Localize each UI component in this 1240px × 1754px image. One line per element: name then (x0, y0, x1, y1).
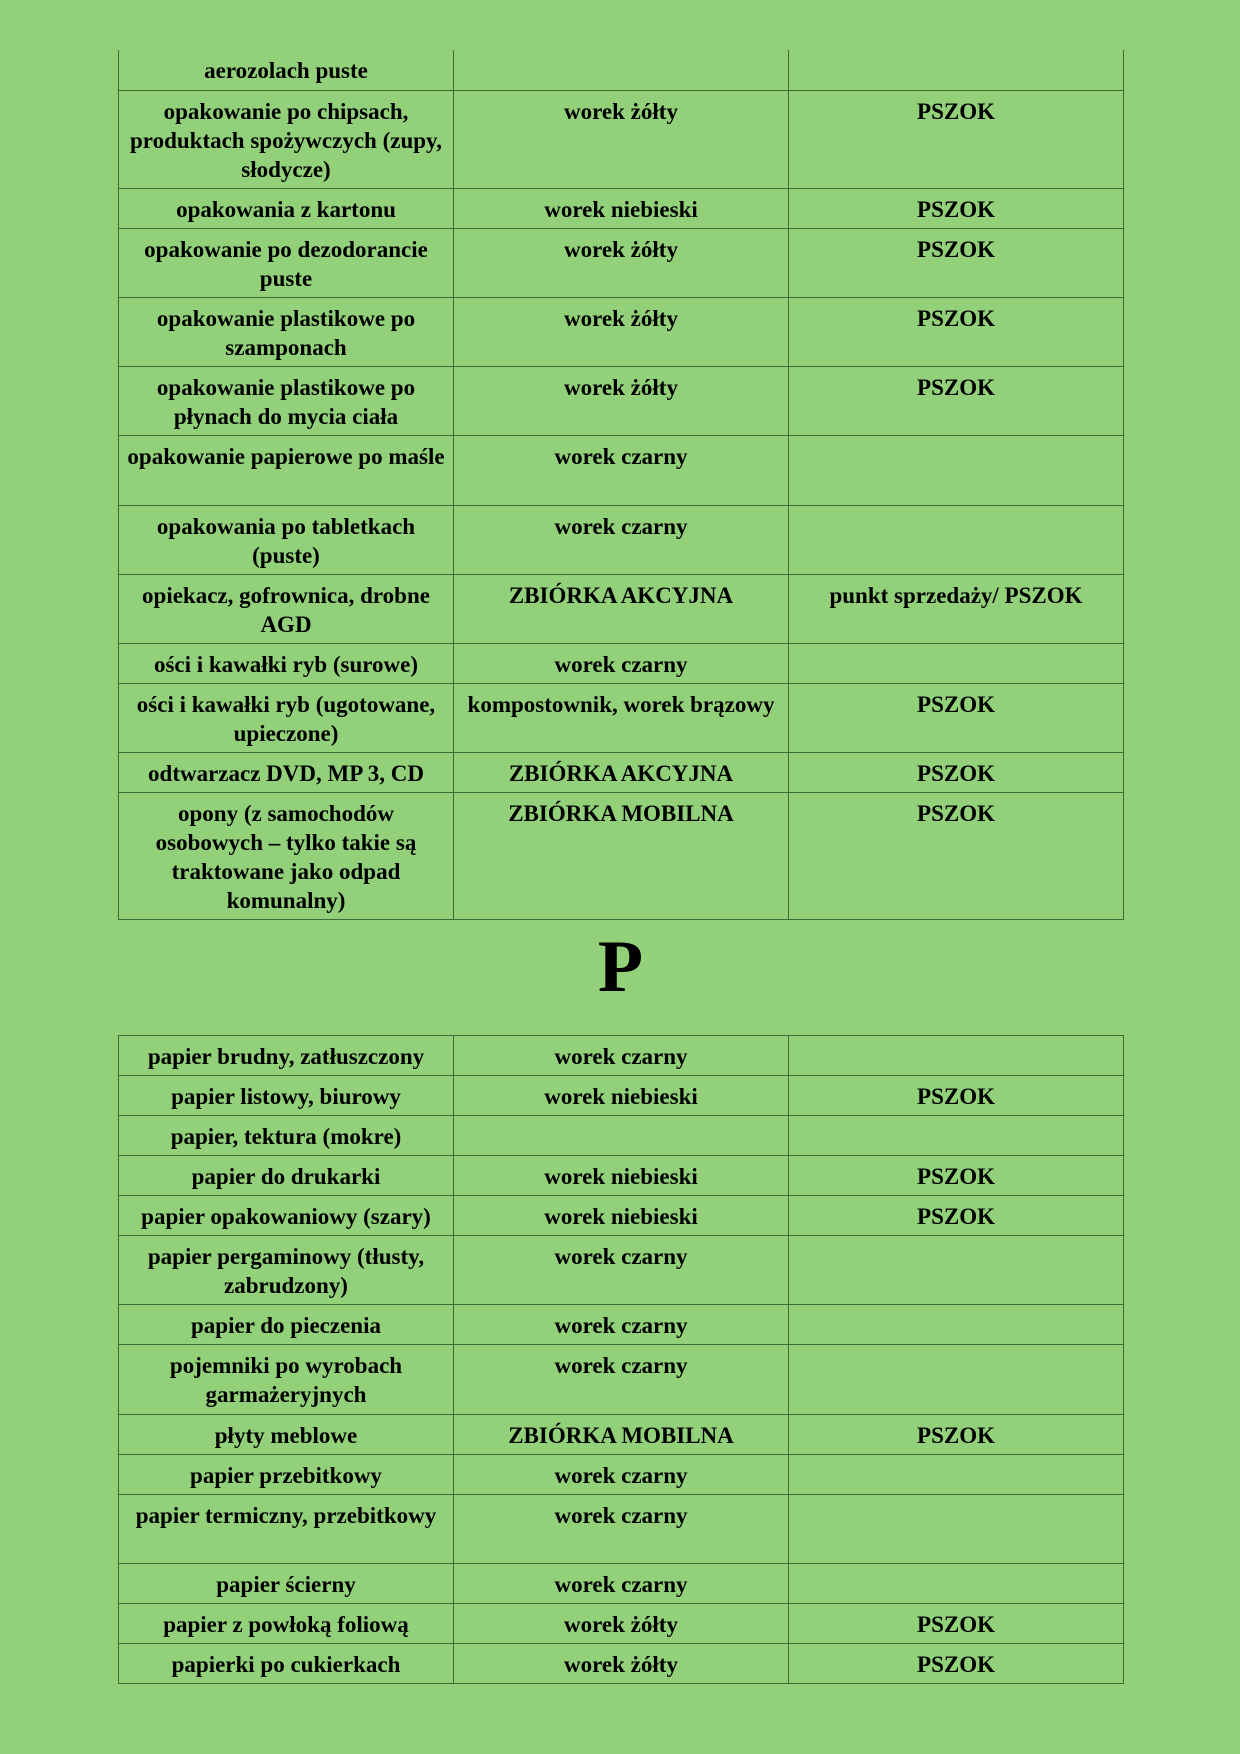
table-row (119, 1195, 1124, 1235)
table-row (119, 188, 1124, 228)
table-row (119, 50, 1124, 90)
item-cell: papier termiczny, przebitkowy (119, 1494, 454, 1563)
bin-cell: worek niebieski (454, 1155, 789, 1195)
table-row (119, 683, 1124, 752)
bin-cell: worek czarny (454, 1344, 789, 1414)
alt-cell: PSZOK (789, 752, 1124, 792)
alt-cell (789, 1304, 1124, 1344)
table-row (119, 752, 1124, 792)
bin-cell (454, 1115, 789, 1155)
bin-cell: worek niebieski (454, 1195, 789, 1235)
item-cell: odtwarzacz DVD, MP 3, CD (119, 752, 454, 792)
bin-cell: kompostownik, worek brązowy (454, 683, 789, 752)
item-cell: papier do drukarki (119, 1155, 454, 1195)
bin-cell: worek czarny (454, 1304, 789, 1344)
bin-cell: worek żółty (454, 1603, 789, 1643)
table-row (119, 1454, 1124, 1494)
item-cell: opakowanie po dezodorancie puste (119, 228, 454, 297)
alt-cell (789, 505, 1124, 574)
item-cell: papier listowy, biurowy (119, 1075, 454, 1115)
item-cell: opony (z samochodów osobowych – tylko takie są traktowane jako odpad komunalny) (119, 792, 454, 919)
alt-cell (789, 1235, 1124, 1304)
item-cell: ości i kawałki ryb (surowe) (119, 643, 454, 683)
bin-cell: worek czarny (454, 1235, 789, 1304)
table-row (119, 1304, 1124, 1344)
table-row (119, 574, 1124, 643)
alt-cell (789, 1115, 1124, 1155)
alt-cell (789, 1454, 1124, 1494)
item-cell: aerozolach puste (119, 50, 454, 90)
bin-cell: ZBIÓRKA MOBILNA (454, 792, 789, 919)
bin-cell: worek żółty (454, 1643, 789, 1683)
table-row (119, 1235, 1124, 1304)
item-cell: ości i kawałki ryb (ugotowane, upieczone) (119, 683, 454, 752)
alt-cell: PSZOK (789, 1603, 1124, 1643)
table-row (119, 90, 1124, 188)
bin-cell: worek niebieski (454, 1075, 789, 1115)
bin-cell: worek niebieski (454, 188, 789, 228)
item-cell: papier brudny, zatłuszczony (119, 1035, 454, 1075)
table-row (119, 1643, 1124, 1683)
table-row (119, 1563, 1124, 1603)
item-cell: płyty meblowe (119, 1414, 454, 1454)
item-cell: opakowanie papierowe po maśle (119, 435, 454, 505)
table-row (119, 228, 1124, 297)
bin-cell: ZBIÓRKA AKCYJNA (454, 752, 789, 792)
alt-cell: PSZOK (789, 1643, 1124, 1683)
item-cell: papier ścierny (119, 1563, 454, 1603)
table-row (119, 435, 1124, 505)
alt-cell (789, 1035, 1124, 1075)
item-cell: opiekacz, gofrownica, drobne AGD (119, 574, 454, 643)
item-cell: papier opakowaniowy (szary) (119, 1195, 454, 1235)
alt-cell: PSZOK (789, 366, 1124, 435)
alt-cell: punkt sprzedaży/ PSZOK (789, 574, 1124, 643)
bin-cell: ZBIÓRKA MOBILNA (454, 1414, 789, 1454)
table-row (119, 297, 1124, 366)
bin-cell: worek żółty (454, 297, 789, 366)
item-cell: papier z powłoką foliową (119, 1603, 454, 1643)
item-cell: opakowania po tabletkach (puste) (119, 505, 454, 574)
item-cell: pojemniki po wyrobach garmażeryjnych (119, 1344, 454, 1414)
alt-cell: PSZOK (789, 1075, 1124, 1115)
bin-cell: worek czarny (454, 1563, 789, 1603)
table-row (119, 1075, 1124, 1115)
table-row (119, 1115, 1124, 1155)
table-row (119, 1603, 1124, 1643)
item-cell: opakowanie plastikowe po szamponach (119, 297, 454, 366)
item-cell: opakowania z kartonu (119, 188, 454, 228)
item-cell: opakowanie plastikowe po płynach do mycia ciała (119, 366, 454, 435)
bin-cell: worek czarny (454, 1494, 789, 1563)
alt-cell: PSZOK (789, 1414, 1124, 1454)
document-page (118, 50, 1123, 1684)
bin-cell: worek czarny (454, 435, 789, 505)
table-row (119, 1035, 1124, 1075)
bin-cell: worek czarny (454, 1454, 789, 1494)
bin-cell: ZBIÓRKA AKCYJNA (454, 574, 789, 643)
alt-cell: PSZOK (789, 90, 1124, 188)
bin-cell: worek żółty (454, 228, 789, 297)
table-row (119, 1494, 1124, 1563)
alt-cell (789, 50, 1124, 90)
bin-cell: worek żółty (454, 366, 789, 435)
table-row (119, 1155, 1124, 1195)
alt-cell: PSZOK (789, 188, 1124, 228)
alt-cell: PSZOK (789, 228, 1124, 297)
section-letter-heading: P (597, 925, 644, 1008)
item-cell: papier, tektura (mokre) (119, 1115, 454, 1155)
table-row (119, 1414, 1124, 1454)
alt-cell: PSZOK (789, 1155, 1124, 1195)
alt-cell: PSZOK (789, 1195, 1124, 1235)
bin-cell: worek czarny (454, 643, 789, 683)
item-cell: papier przebitkowy (119, 1454, 454, 1494)
table-section-p (118, 1035, 1124, 1684)
alt-cell: PSZOK (789, 683, 1124, 752)
table-row (119, 643, 1124, 683)
table-row (119, 1344, 1124, 1414)
table-section-o (118, 50, 1124, 920)
alt-cell (789, 1494, 1124, 1563)
bin-cell (454, 50, 789, 90)
item-cell: papierki po cukierkach (119, 1643, 454, 1683)
table-row (119, 505, 1124, 574)
item-cell: opakowanie po chipsach, produktach spożywczych (zupy, słodycze) (119, 90, 454, 188)
alt-cell: PSZOK (789, 297, 1124, 366)
alt-cell (789, 1344, 1124, 1414)
alt-cell (789, 435, 1124, 505)
bin-cell: worek żółty (454, 90, 789, 188)
bin-cell: worek czarny (454, 505, 789, 574)
item-cell: papier pergaminowy (tłusty, zabrudzony) (119, 1235, 454, 1304)
alt-cell (789, 643, 1124, 683)
bin-cell: worek czarny (454, 1035, 789, 1075)
table-row (119, 792, 1124, 919)
alt-cell: PSZOK (789, 792, 1124, 919)
table-row (119, 366, 1124, 435)
item-cell: papier do pieczenia (119, 1304, 454, 1344)
alt-cell (789, 1563, 1124, 1603)
